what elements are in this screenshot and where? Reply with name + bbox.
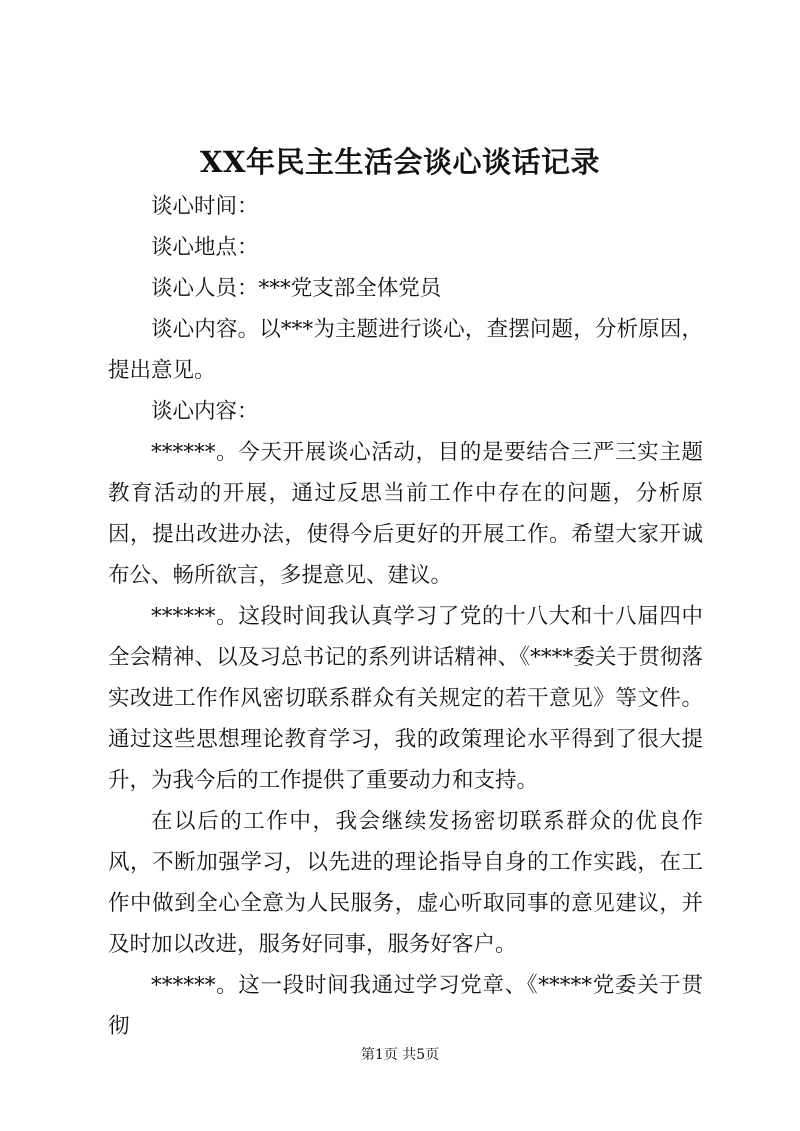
document-title: XX年民主生活会谈心谈话记录 <box>199 145 600 179</box>
page-number-footer: 第1页 共5页 <box>360 1047 440 1063</box>
paragraph-opening-remarks: ******。今天开展谈心活动，目的是要结合三严三实主题教育活动的开展，通过反思当前工作中存在的问题，分析原因，提出改进办法，使得今后更好的开展工作。希望大家开诚布公、畅所欲言，多提意见、建议。 <box>108 440 703 588</box>
paragraph-topic: 谈心内容。以***为主题进行谈心，查摆问题，分析原因，提出意见。 <box>108 317 703 383</box>
paragraph-future-work: 在以后的工作中，我会继续发扬密切联系群众的优良作风，不断加强学习，以先进的理论指导自身的工作实践，在工作中做到全心全意为人民服务，虚心听取同事的意见建议，并及时加以改进，服务好同事，服务好客户。 <box>108 809 703 957</box>
paragraph-participants: 谈心人员：***党支部全体党员 <box>151 276 442 301</box>
paragraph-content-heading: 谈心内容： <box>151 399 259 424</box>
paragraph-location: 谈心地点： <box>151 235 259 260</box>
document-body <box>108 186 703 1047</box>
paragraph-study-summary: ******。这段时间我认真学习了党的十八大和十八届四中全会精神、以及习总书记的系列讲话精神、《****委关于贯彻落实改进工作作风密切联系群众有关规定的若干意见》等文件。通过这些思想理论教育学习，我的政策理论水平得到了很大提升，为我今后的工作提供了重要动力和支持。 <box>108 604 703 793</box>
paragraph-time: 谈心时间： <box>151 194 259 219</box>
paragraph-continued-study: ******。这一段时间我通过学习党章、《*****党委关于贯彻 <box>108 973 703 1039</box>
